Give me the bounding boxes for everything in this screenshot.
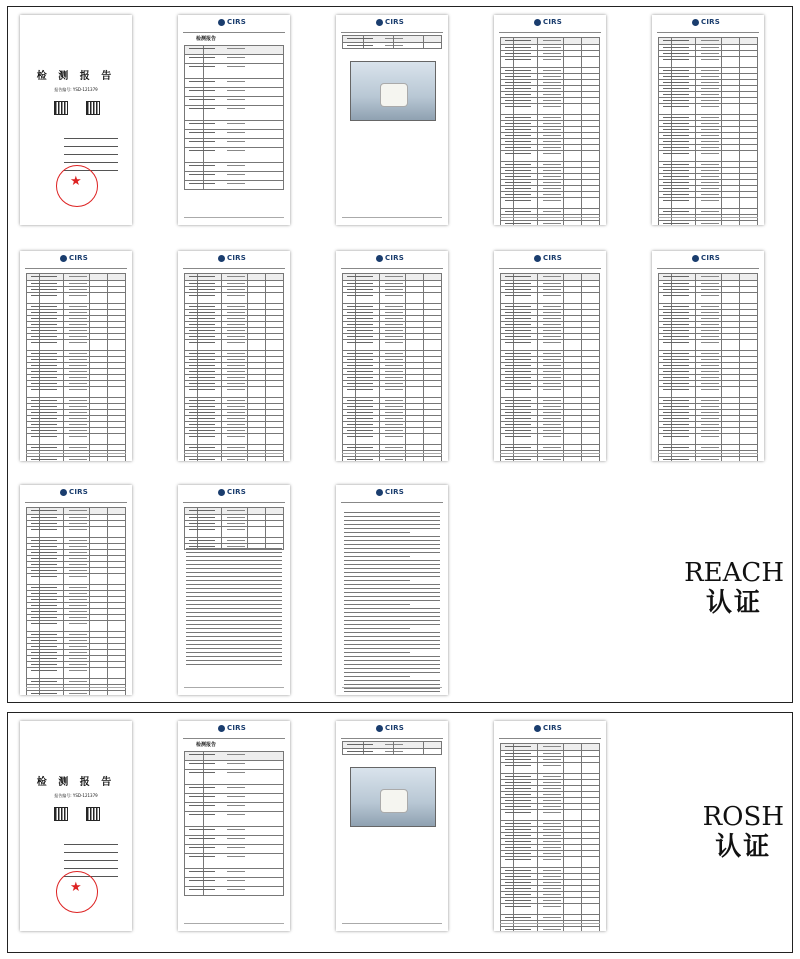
test-results-page [178, 485, 290, 695]
cirs-logo-text: CIRS [385, 254, 404, 262]
cirs-logo [218, 488, 246, 496]
report-number: 报告编号: YSD-121379 [54, 87, 98, 92]
test-results-page [494, 721, 606, 931]
results-table [342, 273, 442, 461]
cirs-logo-text: CIRS [227, 18, 246, 26]
cirs-logo-text: CIRS [69, 488, 88, 496]
qr-code-icon [86, 101, 100, 115]
cirs-logo-text: CIRS [69, 254, 88, 262]
cirs-logo-icon [692, 19, 699, 26]
cirs-logo [376, 724, 404, 732]
summary-title: 检测报告 [196, 742, 217, 748]
cirs-logo [218, 254, 246, 262]
results-table [26, 273, 126, 461]
cover-title: 检 测 报 告 [36, 777, 116, 788]
sample-photo-page [336, 15, 448, 225]
sample-photo [350, 61, 436, 121]
cirs-logo-text: CIRS [385, 488, 404, 496]
results-table [500, 273, 600, 461]
test-results-page [494, 251, 606, 461]
cirs-logo-text: CIRS [701, 18, 720, 26]
cirs-logo-text: CIRS [227, 724, 246, 732]
reach-label-subtitle: 认证 [706, 587, 763, 618]
qr-code-icon [86, 807, 100, 821]
cirs-logo [692, 18, 720, 26]
report-summary-page [178, 15, 290, 225]
cirs-logo-icon [534, 19, 541, 26]
test-results-page [494, 15, 606, 225]
results-table [184, 507, 284, 550]
cirs-logo [534, 724, 562, 732]
report-cover-page [20, 15, 132, 225]
results-table [500, 37, 600, 225]
notes-page [336, 485, 448, 695]
signatures [188, 183, 280, 193]
report-number: 报告编号: YSD-121379 [54, 793, 98, 798]
test-results-page [336, 251, 448, 461]
cirs-logo-icon [534, 255, 541, 262]
cirs-logo [60, 254, 88, 262]
test-results-page [652, 15, 764, 225]
summary-table [184, 45, 284, 190]
cirs-logo-icon [376, 489, 383, 496]
cirs-logo [534, 254, 562, 262]
cirs-logo-text: CIRS [701, 254, 720, 262]
summary-table [184, 751, 284, 896]
cirs-logo-text: CIRS [227, 488, 246, 496]
cirs-logo-icon [218, 19, 225, 26]
cirs-logo-icon [60, 255, 67, 262]
cirs-logo-text: CIRS [385, 724, 404, 732]
notes-text [344, 509, 440, 695]
cirs-logo-icon [376, 19, 383, 26]
cirs-logo-icon [60, 489, 67, 496]
test-results-page [20, 485, 132, 695]
cirs-logo-icon [218, 725, 225, 732]
reach-panel [7, 6, 793, 703]
red-seal-icon [56, 165, 98, 207]
cirs-logo-text: CIRS [227, 254, 246, 262]
cover-title: 检 测 报 告 [36, 71, 116, 82]
cirs-logo-icon [218, 489, 225, 496]
cirs-logo-icon [534, 725, 541, 732]
reach-label-title: REACH [684, 558, 784, 588]
cirs-logo [534, 18, 562, 26]
results-table [184, 273, 284, 461]
cirs-logo [218, 18, 246, 26]
rosh-label-subtitle: 认证 [715, 831, 772, 862]
cirs-logo-icon [218, 255, 225, 262]
reach-label [684, 559, 784, 619]
results-table [500, 743, 600, 931]
sample-photo [350, 767, 436, 827]
signatures [188, 889, 280, 899]
report-cover-page [20, 721, 132, 931]
cirs-logo-text: CIRS [385, 18, 404, 26]
test-results-page [20, 251, 132, 461]
cirs-logo-icon [376, 255, 383, 262]
sample-photo-page [336, 721, 448, 931]
results-table [26, 507, 126, 695]
cirs-logo-text: CIRS [543, 254, 562, 262]
cirs-logo-text: CIRS [543, 18, 562, 26]
cirs-logo [376, 254, 404, 262]
cirs-logo [376, 18, 404, 26]
cirs-logo-icon [692, 255, 699, 262]
rosh-label [703, 803, 784, 863]
summary-title: 检测报告 [196, 36, 217, 42]
cirs-logo [60, 488, 88, 496]
qr-code-icon [54, 101, 68, 115]
results-table [658, 37, 758, 225]
cirs-logo [376, 488, 404, 496]
test-results-page [652, 251, 764, 461]
cirs-logo-icon [376, 725, 383, 732]
rosh-panel [7, 712, 793, 953]
rosh-label-title: ROSH [702, 802, 784, 832]
results-table [658, 273, 758, 461]
cirs-logo-text: CIRS [543, 724, 562, 732]
red-seal-icon [56, 871, 98, 913]
cirs-logo [218, 724, 246, 732]
qr-code-icon [54, 807, 68, 821]
report-summary-page [178, 721, 290, 931]
test-results-page [178, 251, 290, 461]
cirs-logo [692, 254, 720, 262]
